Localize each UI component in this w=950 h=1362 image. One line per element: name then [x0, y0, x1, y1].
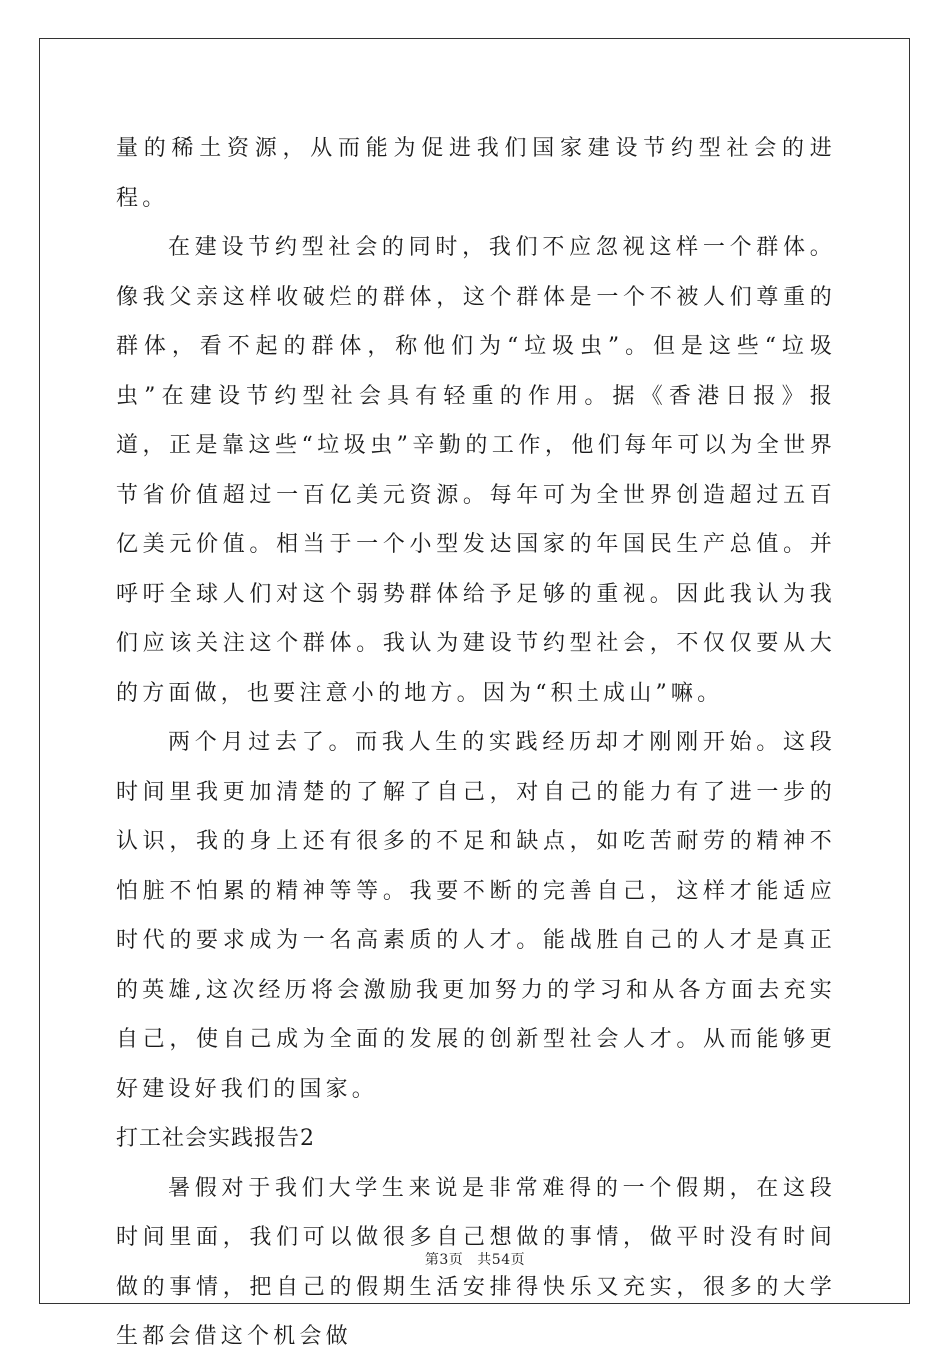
paragraph-summer-vacation: 暑假对于我们大学生来说是非常难得的一个假期，在这段时间里面，我们可以做很多自己想做的事情，做平时没有时间做的事情，把自己的假期生活安排得快乐又充实，很多的大学生都会借这个机会做 — [116, 1175, 836, 1349]
page-number: 第3页 — [424, 1252, 464, 1268]
document-body — [116, 124, 836, 1362]
paragraph-waste-collectors: 在建设节约型社会的同时，我们不应忽视这样一个群体。像我父亲这样收破烂的群体，这个群体是一个不被人们尊重的群体，看不起的群体，称他们为“垃圾虫”。但是这些“垃圾虫”在建设节约型社会具有轻重的作用。据《香港日报》报道，正是靠这些“垃圾虫”辛勤的工作，他们每年可以为全世界节省价值超过一百亿美元资源。每年可为全世界创造超过五百亿美元价值。相当于一个小型发达国家的年国民生产总值。并呼吁全球人们对这个弱势群体给予足够的重视。因此我认为我们应该关注这个群体。我认为建设节约型社会，不仅仅要从大的方面做，也要注意小的地方。因为“积土成山”嘛。 — [116, 235, 836, 706]
paragraph-reflection: 两个月过去了。而我人生的实践经历却才刚刚开始。这段时间里我更加清楚的了解了自己，对自己的能力有了进一步的认识，我的身上还有很多的不足和缺点，如吃苦耐劳的精神不怕脏不怕累的精神等等。我要不断的完善自己，这样才能适应时代的要求成为一名高素质的人才。能战胜自己的人才是真正的英雄,这次经历将会激励我更加努力的学习和从各方面去充实自己，使自己成为全面的发展的创新型社会人才。从而能够更好建设好我们的国家。 — [116, 730, 836, 1102]
section-heading: 打工社会实践报告2 — [116, 1126, 315, 1151]
page-footer — [0, 1249, 950, 1269]
paragraph-continuation: 量的稀土资源，从而能为促进我们国家建设节约型社会的进程。 — [116, 136, 836, 211]
page-total: 共54页 — [477, 1252, 526, 1268]
